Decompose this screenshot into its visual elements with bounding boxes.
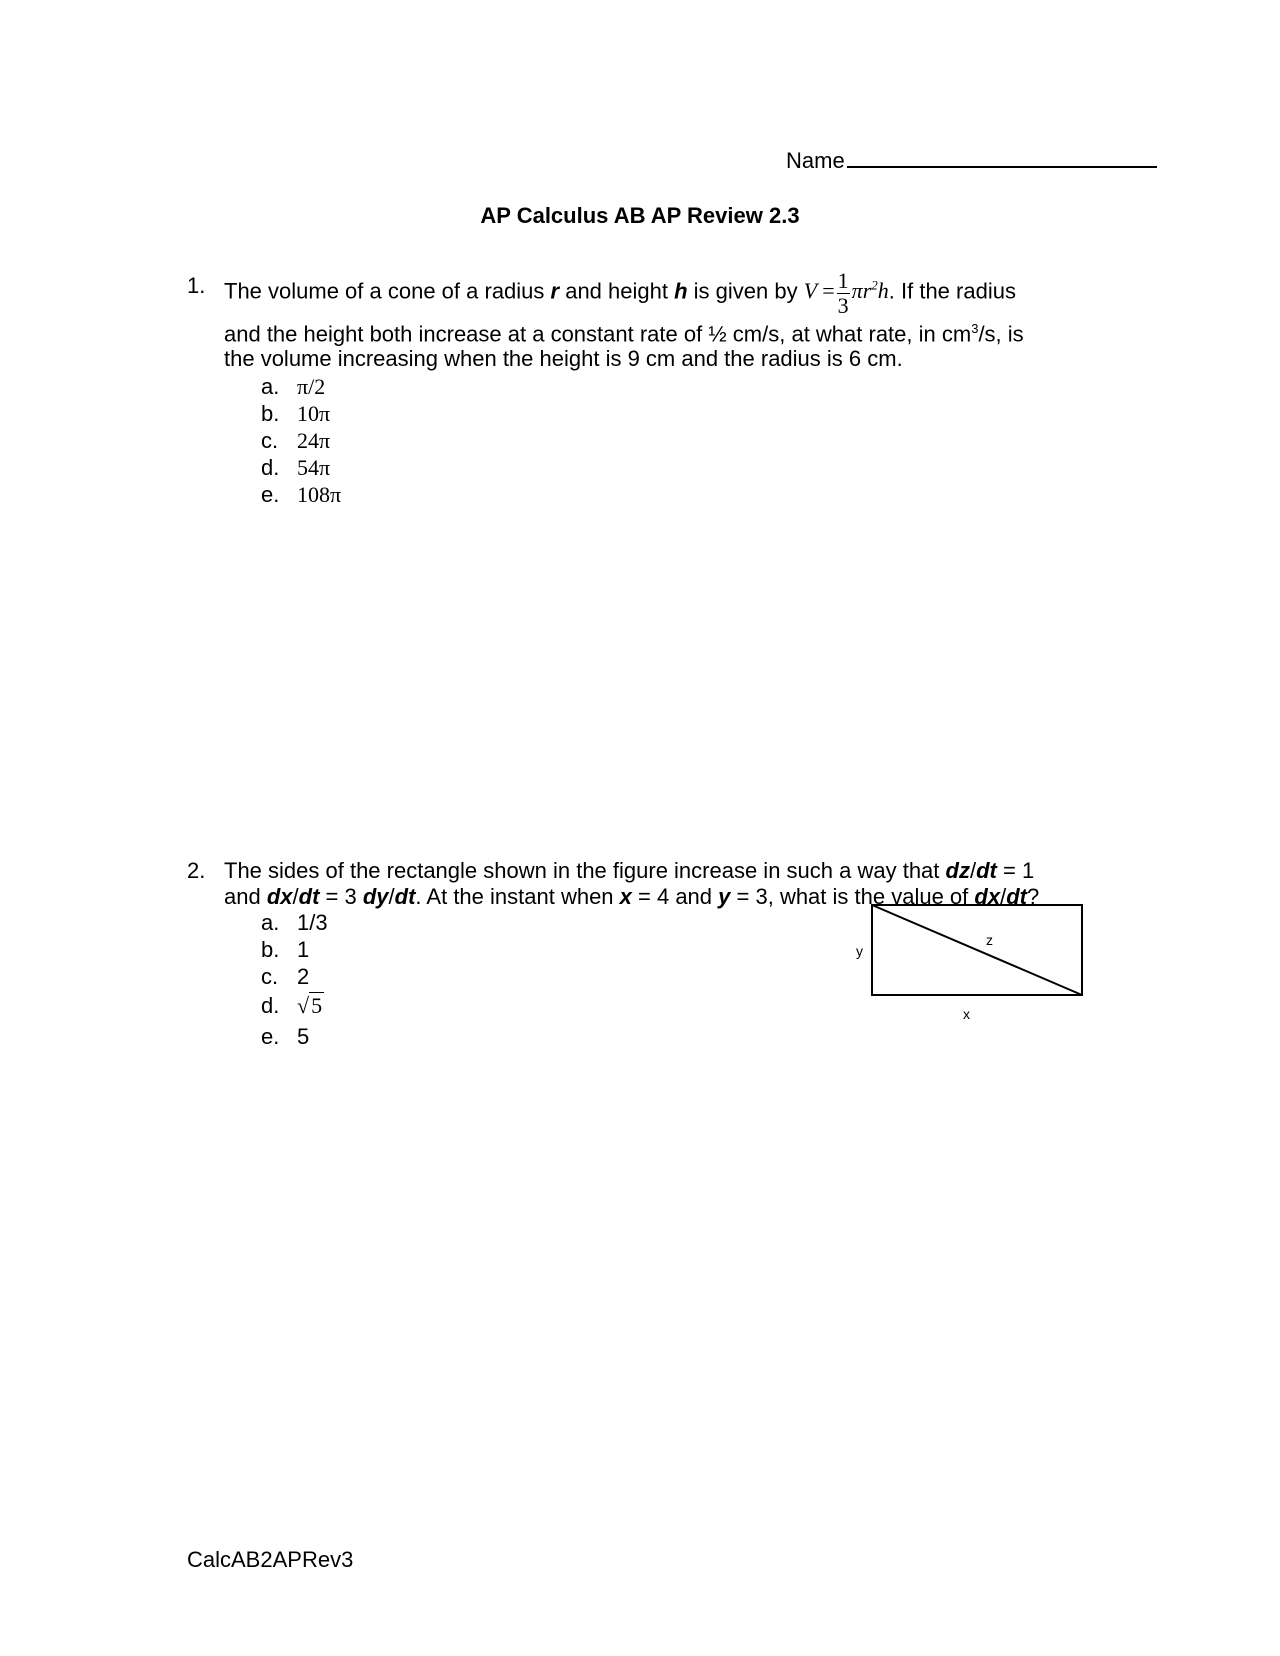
name-label: Name bbox=[786, 148, 845, 173]
formula: V = $\frac{1}{3}$ $\pi r^2h$ bbox=[803, 267, 889, 318]
rectangle-figure bbox=[840, 900, 1100, 1030]
question-1-line-2: and the height both increase at a constant rate of ½ cm/s, at what rate, in $cm^3/s$, is bbox=[224, 321, 1024, 347]
question-1-number: 1. bbox=[187, 273, 206, 298]
q1-option-e[interactable]: e. 108π bbox=[261, 482, 342, 507]
question-2-line-2: and dx/dt = 3 dy/dt. At the instant when x = 4 and y = 3, what is the value of dx/dt? bbox=[224, 884, 1040, 909]
q2-option-d[interactable]: d. √5 bbox=[261, 993, 323, 1018]
q1-option-c[interactable]: c. 24π bbox=[261, 428, 331, 453]
sqrt-5: √5 bbox=[297, 993, 323, 1018]
page-title: AP Calculus AB AP Review 2.3 bbox=[480, 203, 800, 228]
footer-code: CalcAB2APRev3 bbox=[187, 1547, 354, 1572]
name-blank bbox=[847, 144, 1157, 168]
q2-option-b[interactable]: b. 1 bbox=[261, 937, 310, 962]
q2-option-c[interactable]: c. 2 bbox=[261, 964, 310, 989]
diagonal-z bbox=[872, 905, 1082, 995]
question-2-number: 2. bbox=[187, 858, 206, 883]
q2-option-e[interactable]: e. 5 bbox=[261, 1024, 310, 1049]
label-y: y bbox=[856, 943, 863, 959]
question-1-line-3: the volume increasing when the height is 9 cm and the radius is 6 cm. bbox=[224, 346, 903, 371]
question-2-line-1: The sides of the rectangle shown in the figure increase in such a way that dz/dt = 1 bbox=[224, 858, 1035, 883]
name-field bbox=[786, 144, 1157, 174]
q1-option-d[interactable]: d. 54π bbox=[261, 455, 331, 480]
label-z: z bbox=[986, 932, 993, 948]
q1-option-a[interactable]: a. π/2 bbox=[261, 374, 326, 399]
q1-option-b[interactable]: b. 10π bbox=[261, 401, 331, 426]
question-1-line-1: The volume of a cone of a radius r and height h is given by V = $\frac{1}{3}$ $\pi r^2h$. If the radius bbox=[224, 267, 1016, 318]
formula-fraction: $\frac{1}{3}$ bbox=[837, 267, 849, 318]
label-x: x bbox=[963, 1006, 970, 1022]
q2-option-a[interactable]: a. 1/3 bbox=[261, 910, 328, 935]
